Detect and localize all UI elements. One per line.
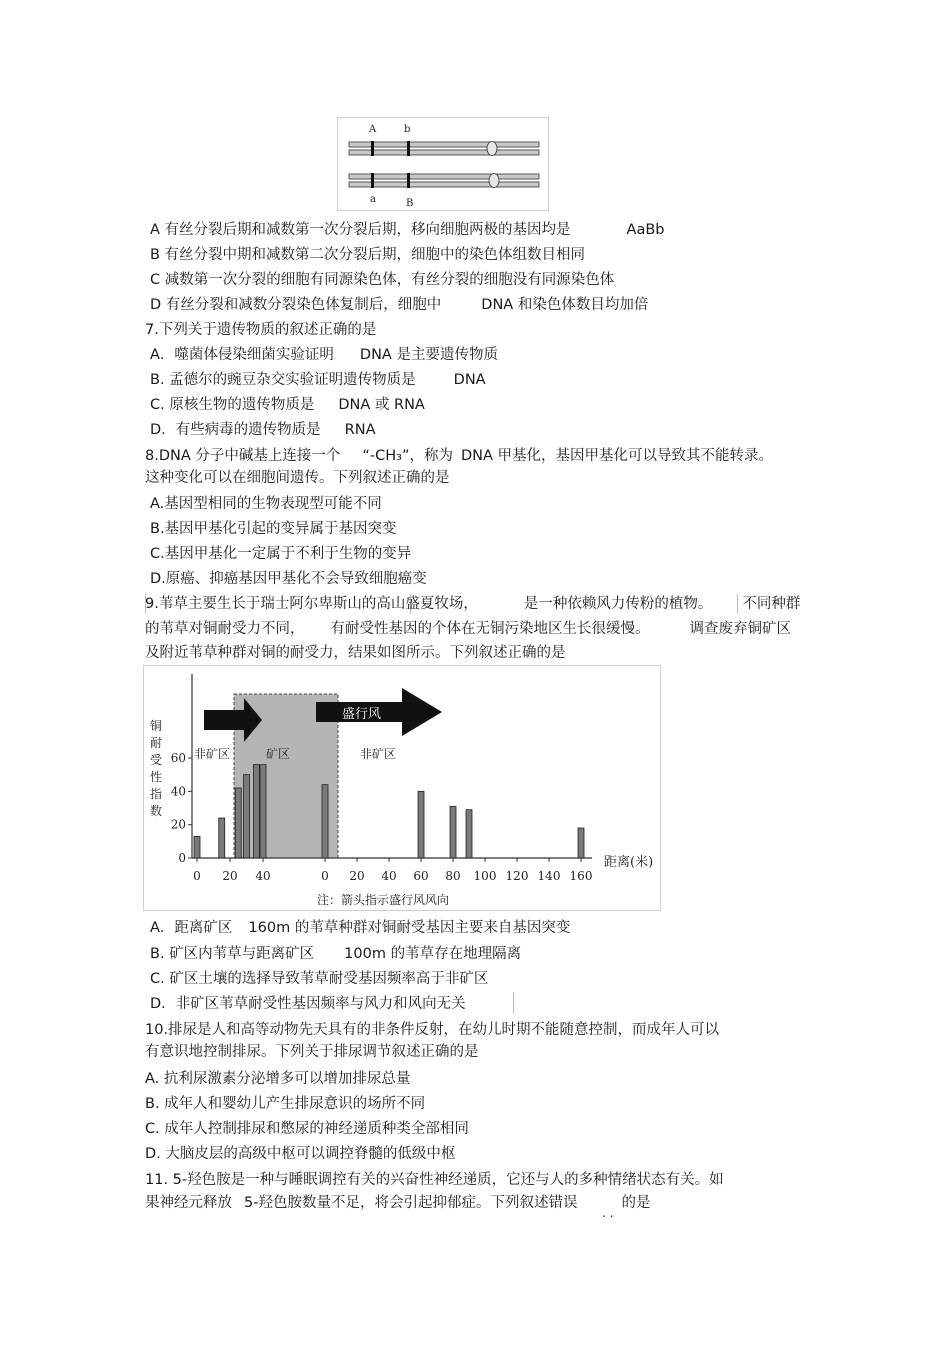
wind-label: 盛行风 (342, 707, 382, 722)
y-tick-label: 0 (178, 851, 186, 865)
y-tick-label: 60 (170, 751, 186, 765)
gene-label-b: b (404, 124, 411, 135)
q9-stem-line1: 9.苇草主要生长于瑞士阿尔卑斯山的高山盛夏牧场， 是一种依赖风力传粉的植物。 不同种群 (145, 596, 801, 612)
gene-label-a: a (370, 194, 376, 205)
x-tick-label: 120 (505, 869, 529, 883)
chart-svg (144, 666, 660, 910)
q9-option-c: C. 矿区土壤的选择导致苇草耐受基因频率高于非矿区 (150, 971, 489, 987)
y-tick-label: 40 (170, 784, 186, 799)
chart-bar (194, 836, 200, 858)
q9-option-d: D．非矿区苇草耐受性基因频率与风力和风向无关 (150, 996, 466, 1012)
q8-option-a: A.基因型相同的生物表现型可能不同 (150, 496, 382, 512)
q10-option-c: C. 成年人控制排尿和憋尿的神经递质种类全部相同 (145, 1121, 469, 1137)
gene-label-A: A (369, 124, 377, 135)
chart-bar (322, 785, 328, 858)
x-axis-label: 距离(米) (604, 855, 654, 870)
q7-stem: 7.下列关于遗传物质的叙述正确的是 (145, 322, 377, 338)
chart-bar (418, 791, 424, 858)
region-label-mine: 矿区 (266, 747, 291, 761)
q6-option-b: B 有丝分裂中期和减数第二次分裂后期，细胞中的染色体组数目相同 (150, 247, 586, 263)
chart-bar (260, 765, 266, 858)
q10-option-b: B. 成年人和婴幼儿产生排尿意识的场所不同 (145, 1096, 426, 1112)
chart-bar (466, 810, 472, 858)
region-label-right: 非矿区 (360, 747, 397, 761)
y-label-char: 铜 (150, 719, 163, 733)
x-tick-label: 40 (255, 869, 271, 883)
region-label-left: 非矿区 (194, 747, 231, 761)
x-tick-label: 20 (349, 869, 365, 883)
y-label-char: 指 (150, 787, 163, 801)
q7-option-b: B. 孟德尔的豌豆杂交实验证明遗传物质是 DNA (150, 372, 486, 388)
q7-option-d: D．有些病毒的遗传物质是 RNA (150, 422, 376, 438)
x-tick-label: 140 (537, 869, 561, 883)
emphasis-dots: . . (602, 1206, 614, 1220)
y-label-char: 数 (150, 804, 163, 818)
x-tick-label: 160 (569, 869, 593, 883)
x-tick-label: 100 (473, 869, 497, 883)
q6-option-a: A 有丝分裂后期和减数第一次分裂后期，移向细胞两极的基因均是 AaBb (150, 222, 665, 238)
x-tick-label: 80 (445, 869, 461, 883)
q9-option-b: B. 矿区内苇草与距离矿区 100m 的苇草存在地理隔离 (150, 946, 522, 962)
x-tick-label: 0 (193, 869, 201, 883)
chart-bar (450, 806, 456, 858)
q9-option-a: A．距离矿区 160m 的苇草种群对铜耐受基因主要来自基因突变 (150, 920, 571, 936)
chromosome-top (349, 141, 539, 156)
q8-stem-line2: 这种变化可以在细胞间遗传。下列叙述正确的是 (145, 470, 450, 486)
q11-stem-line2: 果神经元释放 5-羟色胺数量不足，将会引起抑郁症。下列叙述错误 的是 (145, 1195, 651, 1211)
q6-option-c: C 减数第一次分裂的细胞有同源染色体，有丝分裂的细胞没有同源染色体 (150, 272, 615, 288)
y-label-char: 受 (150, 753, 163, 767)
chromosome-figure (337, 117, 549, 211)
x-tick-label: 0 (321, 869, 329, 883)
q7-option-c: C. 原核生物的遗传物质是 DNA 或 RNA (150, 397, 425, 413)
y-label-char: 耐 (150, 736, 163, 750)
q9-stem-line2: 的苇草对铜耐受力不同， 有耐受性基因的个体在无铜污染地区生长很缓慢。 调查废弃铜矿区 (145, 621, 791, 637)
y-axis-label (150, 718, 162, 818)
chart-bar (578, 828, 584, 858)
chart-bar (235, 788, 241, 858)
q6-option-d: D 有丝分裂和减数分裂染色体复制后，细胞中 DNA 和染色体数目均加倍 (150, 297, 649, 313)
y-label-char: 性 (150, 770, 163, 784)
copper-tolerance-chart (143, 665, 661, 911)
divider-line (513, 992, 514, 1014)
y-tick-label: 20 (170, 817, 186, 832)
q10-stem-line1: 10.排尿是人和高等动物先天具有的非条件反射，在幼儿时期不能随意控制，而成年人可以 (145, 1022, 720, 1038)
y-ticks (171, 751, 192, 865)
q8-option-d: D.原癌、抑癌基因甲基化不会导致细胞癌变 (150, 571, 427, 587)
chart-bar (253, 765, 259, 858)
chromosome-bottom (349, 173, 539, 188)
gene-label-B: B (406, 198, 414, 209)
x-ticks (193, 858, 592, 883)
q11-stem-line1: 11. 5-羟色胺是一种与睡眠调控有关的兴奋性神经递质，它还与人的多种情绪状态有关。如 (145, 1172, 724, 1188)
q10-stem-line2: 有意识地控制排尿。下列关于排尿调节叙述正确的是 (145, 1044, 479, 1060)
chromosome-drawing (338, 118, 548, 210)
q8-option-c: C.基因甲基化一定属于不利于生物的变异 (150, 546, 412, 562)
q10-option-d: D. 大脑皮层的高级中枢可以调控脊髓的低级中枢 (145, 1146, 456, 1162)
x-tick-label: 40 (381, 869, 397, 883)
chart-note: 注：箭头指示盛行风风向 (317, 893, 450, 907)
chart-bar (244, 775, 250, 858)
q8-option-b: B.基因甲基化引起的变异属于基因突变 (150, 521, 397, 537)
x-tick-label: 20 (222, 869, 238, 883)
x-tick-label: 60 (413, 869, 429, 883)
q8-stem-line1: 8.DNA 分子中碱基上连接一个 “-CH₃”，称为 DNA 甲基化，基因甲基化可以导致其不能转录。 (145, 448, 774, 464)
q10-option-a: A. 抗利尿激素分泌增多可以增加排尿总量 (145, 1071, 411, 1087)
q9-stem-line3: 及附近苇草种群对铜的耐受力，结果如图所示。下列叙述正确的是 (145, 645, 566, 661)
q7-option-a: A．噬菌体侵染细菌实验证明 DNA 是主要遗传物质 (150, 347, 498, 363)
chart-bar (219, 818, 225, 858)
